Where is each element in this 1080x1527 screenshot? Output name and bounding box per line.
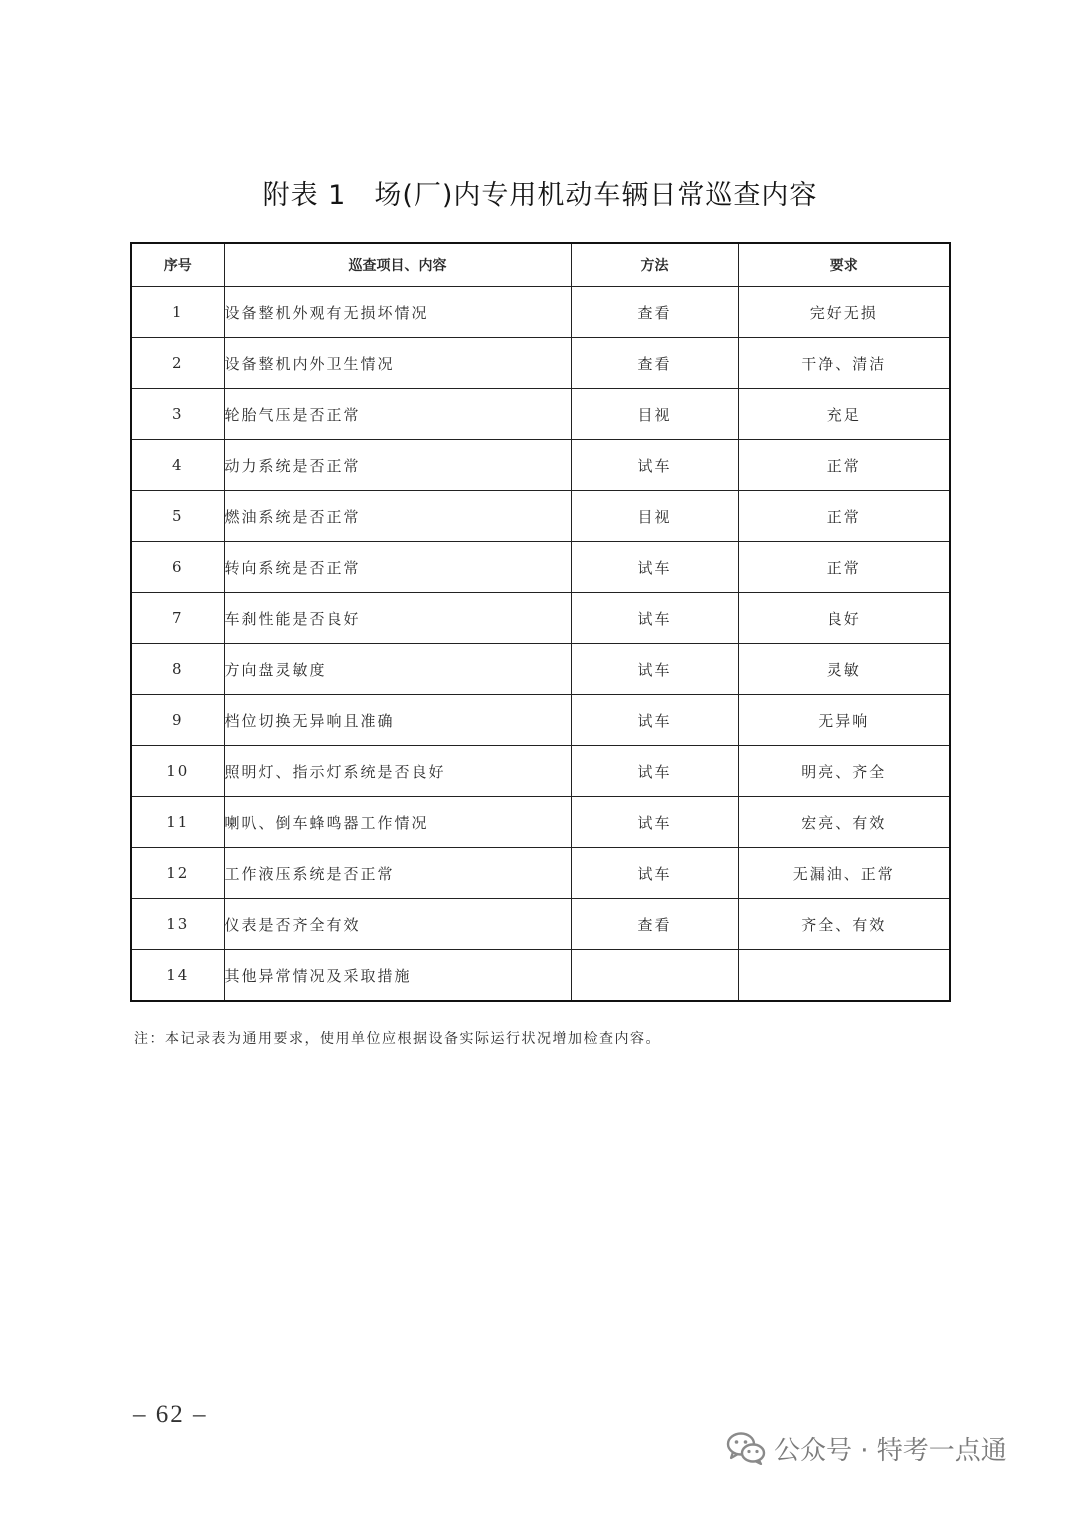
header-no: 序号: [131, 243, 224, 287]
header-method: 方法: [571, 243, 738, 287]
watermark-text: 公众号 · 特考一点通: [774, 1435, 1007, 1466]
cell-method: 试车: [571, 848, 738, 899]
table-header-row: [131, 243, 950, 287]
table-row: [131, 287, 950, 338]
page-number: – 62 –: [133, 1401, 208, 1428]
cell-item: 照明灯、指示灯系统是否良好: [224, 746, 571, 797]
cell-requirement: 无异响: [738, 695, 950, 746]
table-row: [131, 695, 950, 746]
title-prefix: 附表 1: [262, 180, 347, 211]
table-row: [131, 389, 950, 440]
cell-method: 查看: [571, 899, 738, 950]
table-row: [131, 542, 950, 593]
cell-method: 查看: [571, 338, 738, 389]
wechat-icon: [726, 1431, 766, 1465]
table-row: [131, 440, 950, 491]
cell-item: 工作液压系统是否正常: [224, 848, 571, 899]
cell-no: 2: [131, 338, 224, 389]
cell-requirement: 宏亮、有效: [738, 797, 950, 848]
cell-item: 仪表是否齐全有效: [224, 899, 571, 950]
cell-item: 转向系统是否正常: [224, 542, 571, 593]
table-row: [131, 848, 950, 899]
cell-requirement: 正常: [738, 542, 950, 593]
cell-requirement: 齐全、有效: [738, 899, 950, 950]
page-title: [0, 176, 1080, 216]
cell-no: 10: [131, 746, 224, 797]
cell-item: 轮胎气压是否正常: [224, 389, 571, 440]
cell-no: 9: [131, 695, 224, 746]
cell-method: 试车: [571, 695, 738, 746]
cell-item: 方向盘灵敏度: [224, 644, 571, 695]
cell-no: 8: [131, 644, 224, 695]
cell-requirement: 良好: [738, 593, 950, 644]
cell-no: 7: [131, 593, 224, 644]
cell-requirement: 正常: [738, 440, 950, 491]
cell-item: 车刹性能是否良好: [224, 593, 571, 644]
inspection-table: [130, 242, 951, 1002]
table-row: [131, 746, 950, 797]
cell-no: 4: [131, 440, 224, 491]
cell-no: 14: [131, 950, 224, 1002]
cell-method: [571, 950, 738, 1002]
cell-no: 1: [131, 287, 224, 338]
cell-item: 动力系统是否正常: [224, 440, 571, 491]
table-row: [131, 491, 950, 542]
cell-item: 档位切换无异响且准确: [224, 695, 571, 746]
cell-method: 试车: [571, 746, 738, 797]
cell-no: 12: [131, 848, 224, 899]
table-row: [131, 899, 950, 950]
cell-item: 设备整机外观有无损坏情况: [224, 287, 571, 338]
watermark: [726, 1428, 1007, 1468]
cell-method: 试车: [571, 797, 738, 848]
cell-no: 11: [131, 797, 224, 848]
cell-item: 设备整机内外卫生情况: [224, 338, 571, 389]
table-row: [131, 338, 950, 389]
cell-no: 3: [131, 389, 224, 440]
cell-method: 查看: [571, 287, 738, 338]
header-item: 巡查项目、内容: [224, 243, 571, 287]
cell-item: 燃油系统是否正常: [224, 491, 571, 542]
cell-method: 试车: [571, 644, 738, 695]
cell-method: 目视: [571, 389, 738, 440]
cell-no: 6: [131, 542, 224, 593]
header-requirement: 要求: [738, 243, 950, 287]
cell-item: 其他异常情况及采取措施: [224, 950, 571, 1002]
cell-no: 13: [131, 899, 224, 950]
cell-requirement: 充足: [738, 389, 950, 440]
cell-method: 试车: [571, 440, 738, 491]
cell-method: 目视: [571, 491, 738, 542]
table-row: [131, 644, 950, 695]
title-main: 场(厂)内专用机动车辆日常巡查内容: [374, 180, 818, 211]
cell-method: 试车: [571, 542, 738, 593]
cell-item: 喇叭、倒车蜂鸣器工作情况: [224, 797, 571, 848]
cell-requirement: [738, 950, 950, 1002]
cell-method: 试车: [571, 593, 738, 644]
cell-requirement: 明亮、齐全: [738, 746, 950, 797]
table-row: [131, 797, 950, 848]
cell-requirement: 灵敏: [738, 644, 950, 695]
cell-no: 5: [131, 491, 224, 542]
cell-requirement: 正常: [738, 491, 950, 542]
cell-requirement: 干净、清洁: [738, 338, 950, 389]
cell-requirement: 无漏油、正常: [738, 848, 950, 899]
table-row: [131, 950, 950, 1002]
table-row: [131, 593, 950, 644]
cell-requirement: 完好无损: [738, 287, 950, 338]
table-note: 注：本记录表为通用要求，使用单位应根据设备实际运行状况增加检查内容。: [134, 1031, 661, 1047]
